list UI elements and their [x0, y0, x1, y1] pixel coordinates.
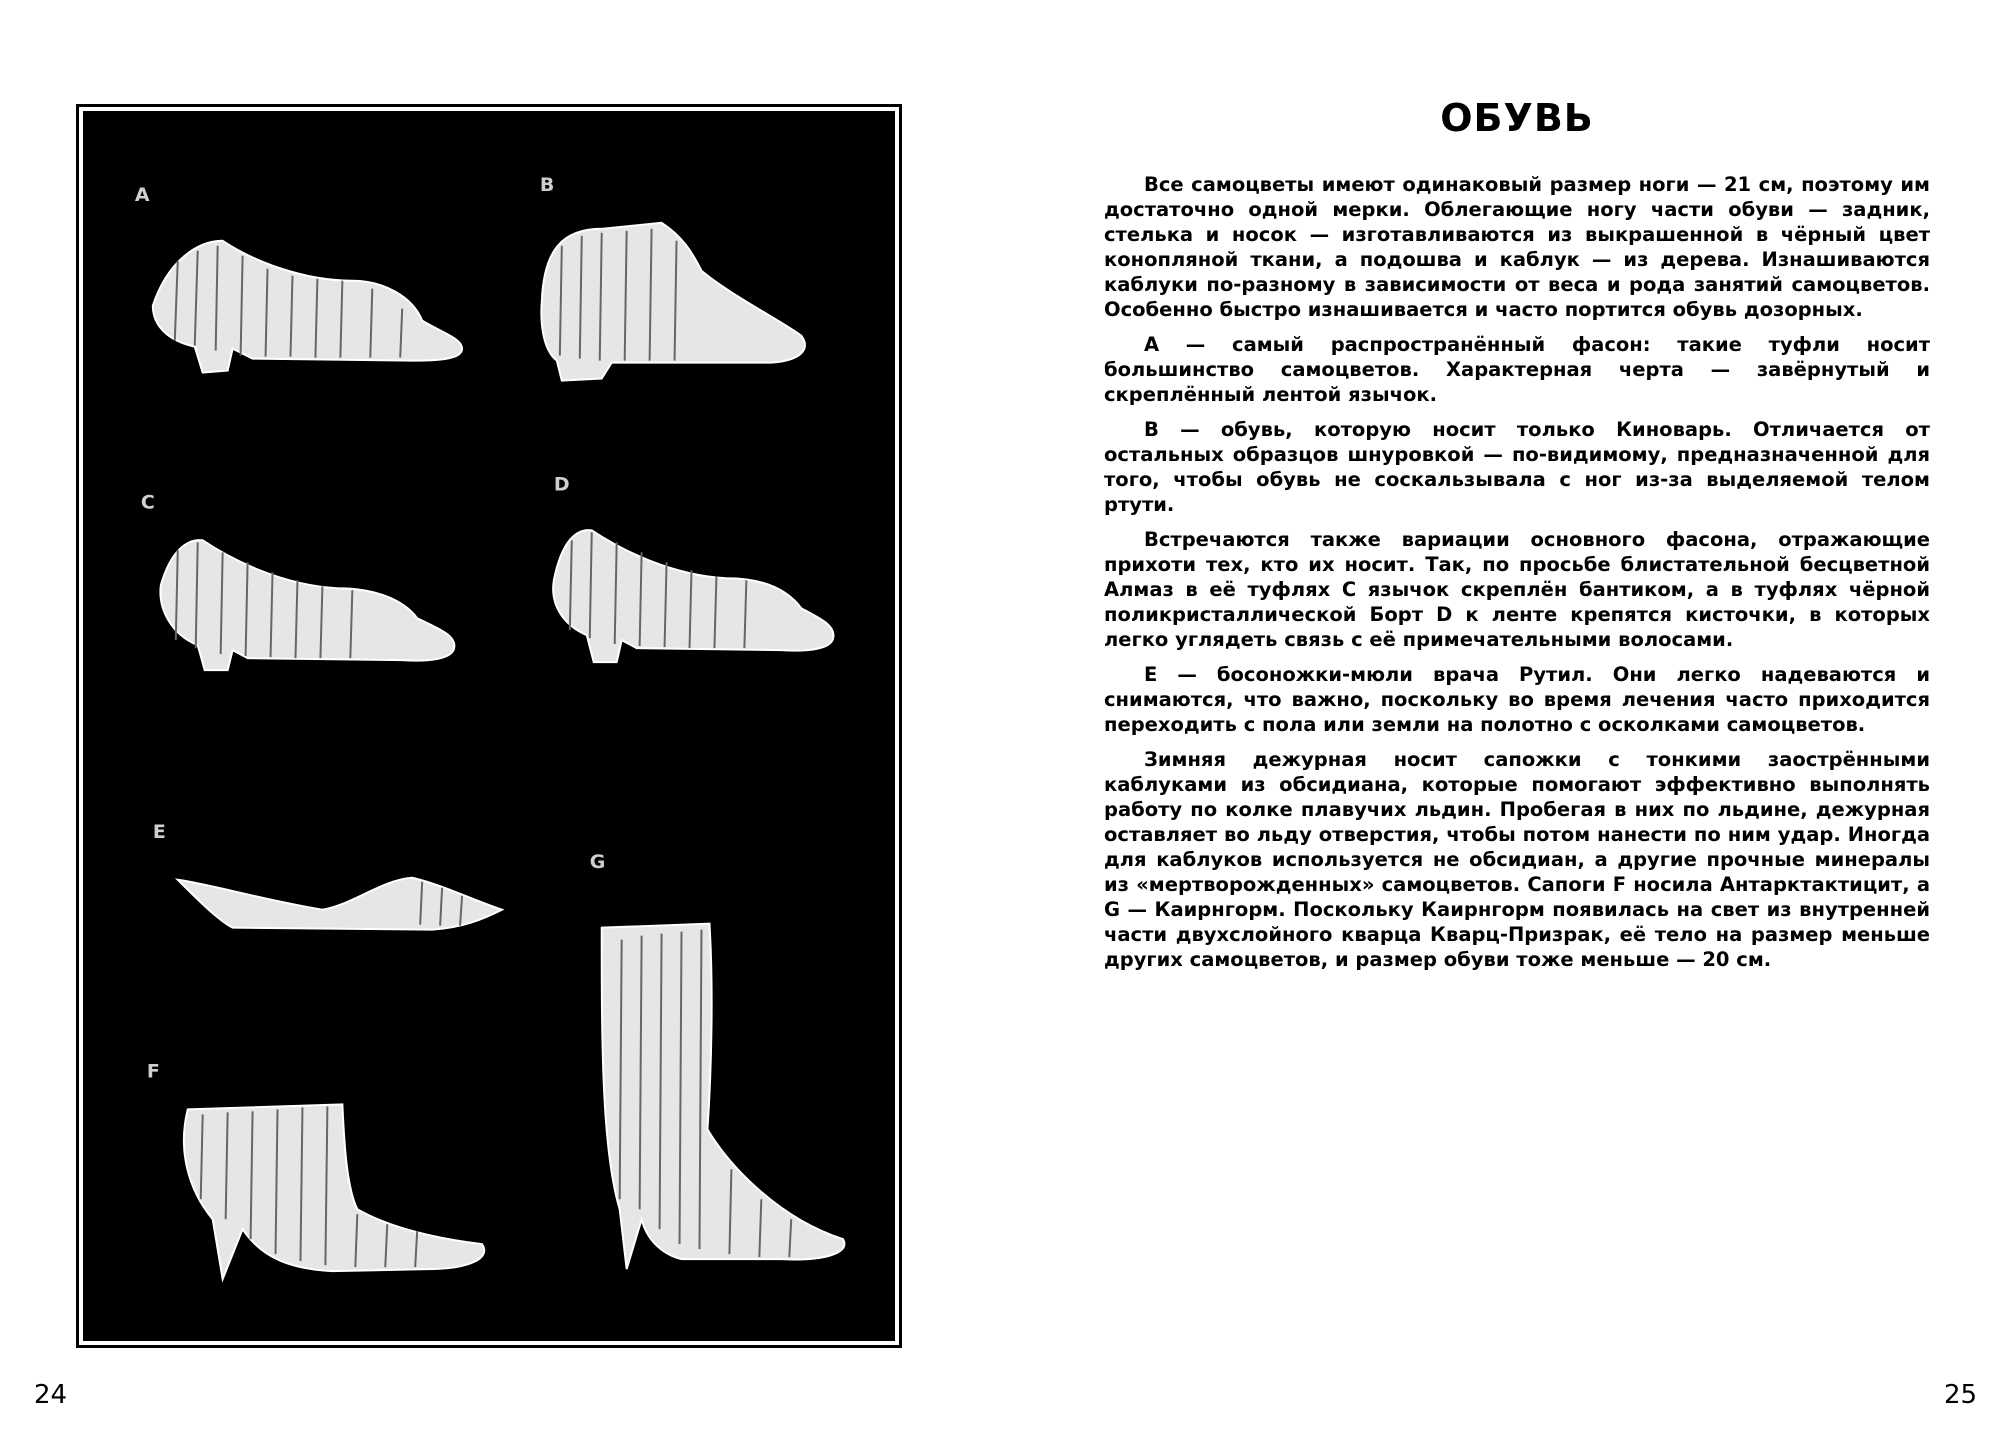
label-f: F — [146, 1060, 160, 1083]
shoe-c — [141, 491, 455, 670]
shoe-g — [590, 851, 845, 1269]
shoe-drawings — [83, 111, 895, 1341]
page-title: ОБУВЬ — [1440, 96, 1594, 140]
paragraph-variations: Встречаются также вариации основного фасона, отражающие прихоти тех, кто их носит. Так, по просьбе блистательной бесцветной Алмаз в её туфлях C язычок скреплён бантиком, а в туфлях чёрной поликристаллической Борт D к ленте крепятся кисточки, в которых легко углядеть связь с её примечательными волосами. — [1104, 528, 1930, 651]
label-c: C — [140, 491, 155, 514]
label-b: B — [539, 173, 555, 196]
page-number-right: 25 — [1944, 1380, 1978, 1410]
paragraph-boots: Зимняя дежурная носит сапожки с тонкими заострёнными каблуками из обсидиана, которые помогают эффективно выполнять работу по колке плавучих льдин. Пробегая в них по льдине, дежурная оставляет во льду отверстия, чтобы потом нанести по ним удар. Иногда для каблуков используется не обсидиан, а другие прочные минералы из «мертворожденных» самоцветов. Сапоги F носила Антарктактицит, а G — Каирнгорм. Поскольку Каирнгорм появилась на свет из внутренней части двухслойного кварца Кварц-Призрак, её тело на размер меньше других самоцветов, и размер обуви тоже меньше — 20 см. — [1104, 748, 1930, 971]
label-e: E — [152, 820, 166, 843]
shoe-f — [147, 1060, 484, 1279]
shoe-illustration — [83, 111, 895, 1341]
article-body — [1104, 172, 1930, 982]
paragraph-e: E — босоножки-мюли врача Рутил. Они легко надеваются и снимаются, что важно, поскольку во время лечения часто приходится переходить с пола или земли на полотно с осколками самоцветов. — [1104, 663, 1930, 736]
shoe-d — [553, 473, 833, 662]
shoe-e — [153, 821, 502, 930]
label-a: A — [134, 183, 150, 206]
paragraph-a: A — самый распространённый фасон: такие туфли носит большинство самоцветов. Характерная черта — завёрнутый и скреплённый лентой язычок. — [1104, 333, 1930, 406]
paragraph-b: B — обувь, которую носит только Киноварь. Отличается от остальных образцов шнуровкой — по-видимому, предназначенной для того, чтобы обувь не соскальзывала с ног из-за выделяемой телом ртути. — [1104, 418, 1930, 516]
illustration-frame — [76, 104, 902, 1348]
paragraph-intro: Все самоцветы имеют одинаковый размер ноги — 21 см, поэтому им достаточно одной мерки. Облегающие ногу части обуви — задник, стелька и носок — изготавливаются из выкрашенной в чёрный цвет конопляной ткани, а подошва и каблук — из дерева. Изнашиваются каблуки по-разному в зависимости от веса и рода занятий самоцветов. Особенно быстро изнашивается и часто портится обувь дозорных. — [1104, 173, 1930, 321]
label-g: G — [589, 850, 606, 873]
page-number-left: 24 — [34, 1380, 68, 1410]
shoe-a — [135, 184, 462, 373]
label-d: D — [553, 473, 570, 496]
shoe-b — [540, 174, 805, 381]
